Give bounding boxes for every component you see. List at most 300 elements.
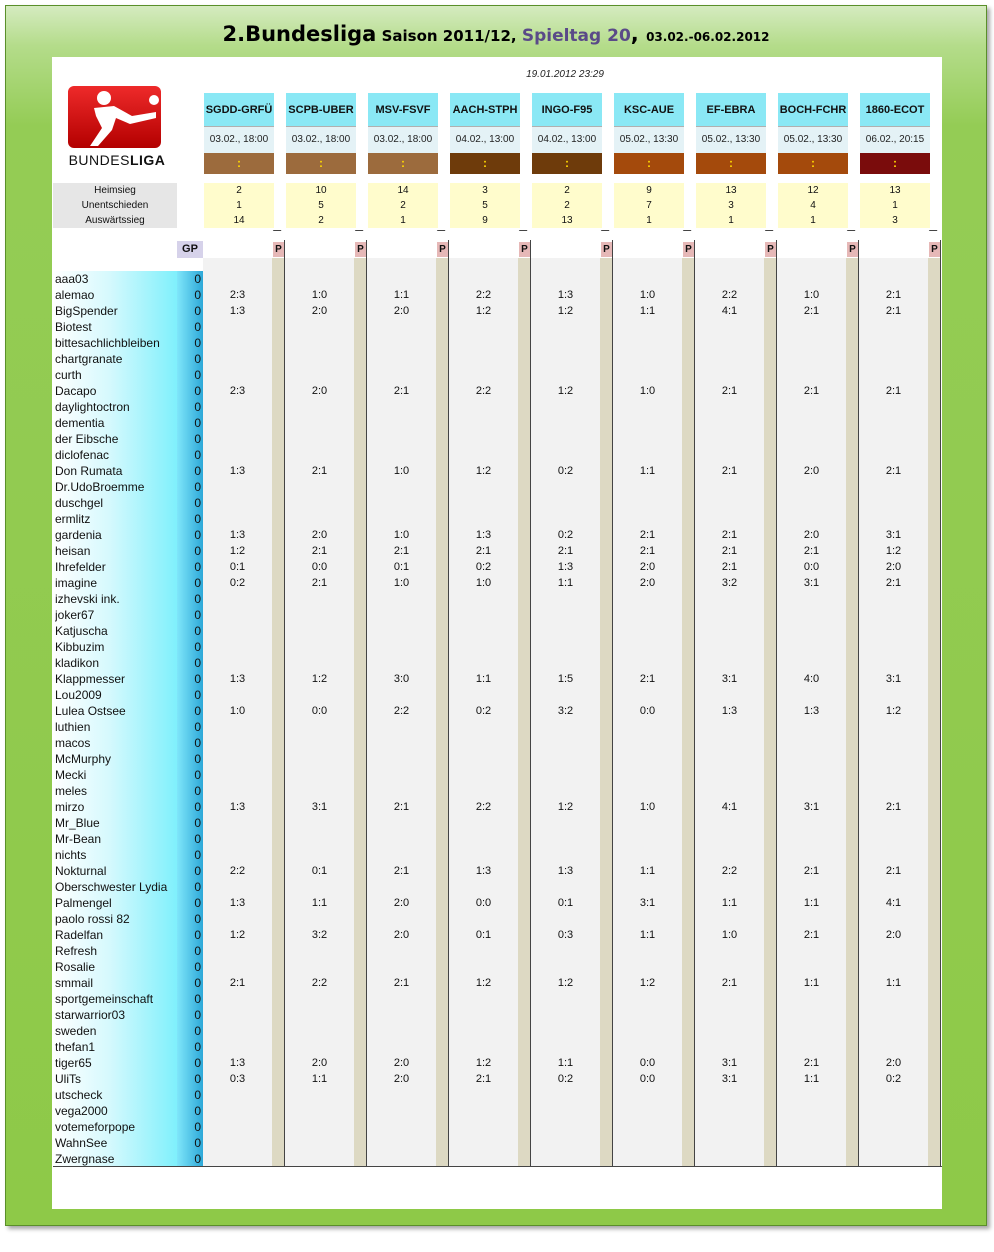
- match-code: KSC-AUE: [614, 93, 684, 127]
- tip-cell: 4:0: [803, 673, 820, 685]
- match-tip-stats: [778, 183, 848, 228]
- player-points: 0: [194, 1136, 201, 1150]
- tip-cell: 1:2: [229, 929, 246, 941]
- logo-text-regular: BUNDES: [68, 152, 130, 168]
- player-row: [53, 543, 942, 559]
- player-row: [53, 719, 942, 735]
- tip-cell: 2:0: [311, 305, 328, 317]
- tip-cell: 1:1: [639, 929, 656, 941]
- tip-cell: 1:3: [229, 305, 246, 317]
- player-kick-icon: [68, 86, 161, 148]
- tip-cell: 2:1: [475, 1073, 492, 1085]
- tip-cell: 2:1: [475, 545, 492, 557]
- player-name: Lulea Ostsee: [55, 704, 126, 718]
- tip-cell: 1:0: [475, 577, 492, 589]
- tip-cell: 0:3: [557, 929, 574, 941]
- tip-cell: 1:3: [229, 801, 246, 813]
- tip-cell: 0:0: [639, 1057, 656, 1069]
- tip-cell: 2:2: [393, 705, 410, 717]
- tip-cell: 1:2: [885, 705, 902, 717]
- player-name: Don Rumata: [55, 464, 123, 478]
- date-range: 03.02.-06.02.2012: [646, 30, 770, 44]
- tip-cell: 1:2: [557, 305, 574, 317]
- player-name: Mecki: [55, 768, 87, 782]
- tip-cell: 2:1: [803, 865, 820, 877]
- tip-cell: 1:0: [639, 289, 656, 301]
- player-points: 0: [194, 512, 201, 526]
- player-points: 0: [194, 704, 201, 718]
- tip-cell: 1:2: [311, 673, 328, 685]
- player-name: Biotest: [55, 320, 92, 334]
- match-header: [368, 93, 438, 226]
- player-row: [53, 1055, 942, 1071]
- tip-cell: 1:2: [557, 977, 574, 989]
- match-header: [532, 93, 602, 226]
- player-row: [53, 735, 942, 751]
- tip-cell: 2:1: [803, 1057, 820, 1069]
- player-row: [53, 1119, 942, 1135]
- player-row: [53, 671, 942, 687]
- match-date: 04.02., 13:00: [532, 127, 602, 153]
- player-name: ermlitz: [55, 512, 91, 526]
- tip-cell: 2:0: [311, 1057, 328, 1069]
- player-points: 0: [194, 624, 201, 638]
- match-code: SGDD-GRFÜ: [204, 93, 274, 127]
- away-win-count: 14: [233, 215, 245, 226]
- player-name: alemao: [55, 288, 95, 302]
- player-name: kladikon: [55, 656, 100, 670]
- player-name: heisan: [55, 544, 91, 558]
- player-name: smmail: [55, 976, 93, 990]
- player-row: [53, 1007, 942, 1023]
- player-name: Katjuscha: [55, 624, 108, 638]
- tip-cell: 2:1: [393, 801, 410, 813]
- player-name: BigSpender: [55, 304, 118, 318]
- player-row: [53, 479, 942, 495]
- match-result: :: [286, 153, 356, 174]
- player-row: [53, 991, 942, 1007]
- player-points: 0: [194, 784, 201, 798]
- player-points: 0: [194, 272, 201, 286]
- tip-cell: 1:3: [557, 289, 574, 301]
- player-name: thefan1: [55, 1040, 96, 1054]
- tip-cell: 1:3: [475, 529, 492, 541]
- player-points: 0: [194, 928, 201, 942]
- home-win-count: 10: [315, 185, 327, 196]
- player-name: votemeforpope: [55, 1120, 136, 1134]
- tip-cell: 1:3: [721, 705, 738, 717]
- player-points: 0: [194, 352, 201, 366]
- tip-cell: 0:1: [229, 561, 246, 573]
- tip-cell: 0:1: [557, 897, 574, 909]
- player-points: 0: [194, 608, 201, 622]
- player-name: joker67: [55, 608, 95, 622]
- player-name: vega2000: [55, 1104, 108, 1118]
- tip-cell: 1:1: [885, 977, 902, 989]
- player-row: [53, 463, 942, 479]
- player-points: 0: [194, 1024, 201, 1038]
- match-tip-stats: [532, 183, 602, 228]
- draw-count: 5: [482, 200, 488, 211]
- player-row: [53, 655, 942, 671]
- tip-cell: 2:1: [885, 305, 902, 317]
- player-points: 0: [194, 1104, 201, 1118]
- match-date: 04.02., 13:00: [450, 127, 520, 153]
- player-name: macos: [55, 736, 91, 750]
- tip-cell: 1:3: [557, 865, 574, 877]
- player-row: [53, 959, 942, 975]
- tip-cell: 2:3: [229, 385, 246, 397]
- away-win-count: 9: [482, 215, 488, 226]
- player-points: 0: [194, 976, 201, 990]
- tip-cell: 2:0: [639, 561, 656, 573]
- tip-cell: 2:1: [803, 385, 820, 397]
- table-bottom-border: [53, 1166, 942, 1167]
- draw-count: 5: [318, 200, 324, 211]
- player-points: 0: [194, 320, 201, 334]
- match-date: 03.02., 18:00: [368, 127, 438, 153]
- tip-cell: 2:1: [639, 673, 656, 685]
- player-row: [53, 335, 942, 351]
- player-points: 0: [194, 720, 201, 734]
- draw-count: 3: [728, 200, 734, 211]
- tip-cell: 2:1: [721, 385, 738, 397]
- tip-cell: 1:1: [311, 1073, 328, 1085]
- player-row: [53, 287, 942, 303]
- player-points: 0: [194, 832, 201, 846]
- match-header: [778, 93, 848, 226]
- logo-badge: [68, 86, 161, 148]
- player-row: [53, 271, 942, 287]
- match-result: :: [450, 153, 520, 174]
- player-name: paolo rossi 82: [55, 912, 130, 926]
- player-points: 0: [194, 944, 201, 958]
- match-tip-stats: [860, 183, 930, 228]
- tip-cell: 2:0: [885, 561, 902, 573]
- tip-cell: 0:2: [557, 529, 574, 541]
- tip-cell: 3:1: [721, 1073, 738, 1085]
- tip-cell: 0:2: [475, 561, 492, 573]
- tip-cell: 3:2: [721, 577, 738, 589]
- tip-cell: 2:1: [311, 577, 328, 589]
- player-row: [53, 879, 942, 895]
- tip-cell: 2:1: [311, 465, 328, 477]
- player-name: Mr-Bean: [55, 832, 102, 846]
- tip-cell: 2:3: [229, 289, 246, 301]
- player-row: [53, 367, 942, 383]
- player-name: Palmengel: [55, 896, 112, 910]
- player-points: 0: [194, 896, 201, 910]
- player-name: dementia: [55, 416, 105, 430]
- tip-cell: 1:3: [475, 865, 492, 877]
- draw-count: 1: [236, 200, 242, 211]
- tip-cell: 1:1: [311, 897, 328, 909]
- player-name: der Eibsche: [55, 432, 119, 446]
- match-header: [286, 93, 356, 226]
- match-result: :: [368, 153, 438, 174]
- player-points: 0: [194, 368, 201, 382]
- points-header: P: [765, 242, 776, 257]
- match-code: SCPB-UBER: [286, 93, 356, 127]
- player-row: [53, 863, 942, 879]
- tip-cell: 2:1: [393, 977, 410, 989]
- tip-cell: 2:1: [393, 865, 410, 877]
- player-name: Radelfan: [55, 928, 104, 942]
- tip-cell: 2:0: [803, 465, 820, 477]
- match-result: :: [778, 153, 848, 174]
- player-points: 0: [194, 816, 201, 830]
- tip-cell: 1:0: [639, 385, 656, 397]
- player-row: [53, 783, 942, 799]
- player-points: 0: [194, 448, 201, 462]
- home-win-count: 3: [482, 185, 488, 196]
- player-name: tiger65: [55, 1056, 92, 1070]
- match-result: :: [204, 153, 274, 174]
- tip-cell: 2:0: [639, 577, 656, 589]
- player-name: daylightoctron: [55, 400, 130, 414]
- tip-cell: 2:2: [721, 289, 738, 301]
- away-win-count: 3: [892, 215, 898, 226]
- points-header: P: [437, 242, 448, 257]
- player-row: [53, 815, 942, 831]
- player-points: 0: [194, 912, 201, 926]
- player-row: [53, 447, 942, 463]
- player-row: [53, 511, 942, 527]
- tip-cell: 1:2: [475, 977, 492, 989]
- player-points: 0: [194, 384, 201, 398]
- season-label: Saison 2011/12,: [381, 27, 517, 45]
- match-header: [204, 93, 274, 226]
- tip-cell: 2:1: [721, 977, 738, 989]
- match-date: 03.02., 18:00: [286, 127, 356, 153]
- player-name: curth: [55, 368, 82, 382]
- player-points: 0: [194, 496, 201, 510]
- away-win-count: 1: [728, 215, 734, 226]
- match-code: MSV-FSVF: [368, 93, 438, 127]
- points-header: P: [847, 242, 858, 257]
- player-name: Dr.UdoBroemme: [55, 480, 145, 494]
- draw-count: 1: [892, 200, 898, 211]
- tip-cell: 0:0: [639, 705, 656, 717]
- match-result: :: [696, 153, 766, 174]
- tip-cell: 0:1: [311, 865, 328, 877]
- player-points: 0: [194, 288, 201, 302]
- player-row: [53, 1087, 942, 1103]
- player-name: Lou2009: [55, 688, 102, 702]
- player-row: [53, 911, 942, 927]
- tip-cell: 1:2: [229, 545, 246, 557]
- tip-cell: 2:2: [475, 385, 492, 397]
- match-tip-stats: [204, 183, 274, 228]
- player-name: UliTs: [55, 1072, 81, 1086]
- player-row: [53, 319, 942, 335]
- player-points: 0: [194, 992, 201, 1006]
- player-row: [53, 495, 942, 511]
- player-points: 0: [194, 1056, 201, 1070]
- tip-cell: 1:1: [557, 577, 574, 589]
- tip-cell: 2:2: [475, 801, 492, 813]
- tip-cell: 3:1: [721, 673, 738, 685]
- player-row: [53, 575, 942, 591]
- home-win-count: 9: [646, 185, 652, 196]
- player-points: 0: [194, 1072, 201, 1086]
- tip-cell: 1:1: [393, 289, 410, 301]
- player-points: 0: [194, 416, 201, 430]
- player-name: Kibbuzim: [55, 640, 105, 654]
- player-name: mirzo: [55, 800, 85, 814]
- tip-cell: 0:2: [557, 465, 574, 477]
- match-tip-stats: [450, 183, 520, 228]
- match-date: 03.02., 18:00: [204, 127, 274, 153]
- player-points: 0: [194, 752, 201, 766]
- player-row: [53, 751, 942, 767]
- home-win-label: Heimsieg: [94, 185, 136, 196]
- tip-cell: 3:1: [885, 529, 902, 541]
- tip-cell: 2:1: [311, 545, 328, 557]
- tip-cell: 2:0: [311, 385, 328, 397]
- player-name: imagine: [55, 576, 98, 590]
- page-title: 2.Bundesliga Saison 2011/12, Spieltag 20, 03.02.-06.02.2012: [222, 22, 770, 46]
- draw-count: 4: [810, 200, 816, 211]
- player-name: McMurphy: [55, 752, 112, 766]
- tip-cell: 2:1: [885, 465, 902, 477]
- points-header: P: [601, 242, 612, 257]
- match-code: EF-EBRA: [696, 93, 766, 127]
- player-points: 0: [194, 688, 201, 702]
- away-win-count: 1: [810, 215, 816, 226]
- match-date: 05.02., 13:30: [778, 127, 848, 153]
- player-name: sportgemeinschaft: [55, 992, 154, 1006]
- home-win-count: 12: [807, 185, 819, 196]
- match-code: AACH-STPH: [450, 93, 520, 127]
- tip-cell: 1:2: [885, 545, 902, 557]
- player-name: meles: [55, 784, 88, 798]
- player-name: bittesachlichbleiben: [55, 336, 160, 350]
- player-name: utscheck: [55, 1088, 103, 1102]
- player-name: Ihrefelder: [55, 560, 106, 574]
- bundesliga-logo: [62, 86, 172, 172]
- player-points: 0: [194, 304, 201, 318]
- home-win-count: 2: [236, 185, 242, 196]
- tip-cell: 1:1: [639, 465, 656, 477]
- player-points: 0: [194, 336, 201, 350]
- home-win-count: 2: [564, 185, 570, 196]
- away-win-count: 2: [318, 215, 324, 226]
- tip-cell: 2:1: [639, 545, 656, 557]
- points-header: P: [519, 242, 530, 257]
- tip-cell: 1:1: [639, 865, 656, 877]
- tip-cell: 2:0: [885, 1057, 902, 1069]
- tip-cell: 2:1: [803, 305, 820, 317]
- match-date: 06.02., 20:15: [860, 127, 930, 153]
- match-header: [614, 93, 684, 226]
- player-points: 0: [194, 736, 201, 750]
- player-name: luthien: [55, 720, 91, 734]
- player-points: 0: [194, 960, 201, 974]
- draw-label: Unentschieden: [81, 200, 149, 211]
- player-name: Oberschwester Lydia: [55, 880, 168, 894]
- player-row: [53, 1039, 942, 1055]
- tip-cell: 1:1: [803, 897, 820, 909]
- match-tip-stats: [286, 183, 356, 228]
- tip-cell: 2:1: [721, 465, 738, 477]
- match-tip-stats: [368, 183, 438, 228]
- tip-cell: 1:1: [803, 977, 820, 989]
- tip-cell: 1:3: [557, 561, 574, 573]
- match-tip-stats: [696, 183, 766, 228]
- player-points: 0: [194, 480, 201, 494]
- player-row: [53, 1151, 942, 1167]
- player-points: 0: [194, 1008, 201, 1022]
- player-points: 0: [194, 640, 201, 654]
- tip-cell: 2:1: [885, 385, 902, 397]
- tip-cell: 2:1: [885, 865, 902, 877]
- player-row: [53, 607, 942, 623]
- player-name: starwarrior03: [55, 1008, 126, 1022]
- player-points: 0: [194, 1040, 201, 1054]
- player-row: [53, 927, 942, 943]
- draw-count: 7: [646, 200, 652, 211]
- tip-cell: 0:1: [393, 561, 410, 573]
- player-name: duschgel: [55, 496, 104, 510]
- tip-cell: 2:0: [393, 897, 410, 909]
- tip-cell: 3:1: [311, 801, 328, 813]
- match-header: [450, 93, 520, 226]
- tip-cell: 1:2: [557, 801, 574, 813]
- tip-cell: 0:2: [885, 1073, 902, 1085]
- away-win-count: 1: [400, 215, 406, 226]
- tip-cell: 2:1: [885, 289, 902, 301]
- tip-cell: 2:0: [311, 529, 328, 541]
- tip-cell: 2:2: [475, 289, 492, 301]
- player-points: 0: [194, 576, 201, 590]
- player-row: [53, 351, 942, 367]
- tip-cell: 0:1: [475, 929, 492, 941]
- player-name: Nokturnal: [55, 864, 107, 878]
- tip-cell: 4:1: [721, 305, 738, 317]
- player-points: 0: [194, 1152, 201, 1166]
- player-row: [53, 303, 942, 319]
- player-points: 0: [194, 848, 201, 862]
- tip-cell: 0:0: [803, 561, 820, 573]
- tip-cell: 1:3: [229, 897, 246, 909]
- player-points: 0: [194, 800, 201, 814]
- tip-cell: 3:2: [311, 929, 328, 941]
- player-row: [53, 415, 942, 431]
- tip-cell: 1:2: [475, 465, 492, 477]
- league-title: 2.Bundesliga: [222, 22, 377, 46]
- player-name: Rosalie: [55, 960, 96, 974]
- tip-cell: 1:2: [475, 1057, 492, 1069]
- tip-cell: 1:0: [803, 289, 820, 301]
- tip-cell: 1:0: [393, 465, 410, 477]
- tip-cell: 1:0: [311, 289, 328, 301]
- player-row: [53, 527, 942, 543]
- match-result: :: [860, 153, 930, 174]
- tip-cell: 3:1: [803, 801, 820, 813]
- player-row: [53, 831, 942, 847]
- match-date: 05.02., 13:30: [696, 127, 766, 153]
- player-name: chartgranate: [55, 352, 123, 366]
- player-points: 0: [194, 528, 201, 542]
- tip-cell: 2:1: [393, 385, 410, 397]
- player-name: aaa03: [55, 272, 89, 286]
- tip-cell: 1:2: [639, 977, 656, 989]
- tip-cell: 2:0: [393, 929, 410, 941]
- player-row: [53, 383, 942, 399]
- tip-cell: 2:1: [639, 529, 656, 541]
- tip-cell: 1:1: [803, 1073, 820, 1085]
